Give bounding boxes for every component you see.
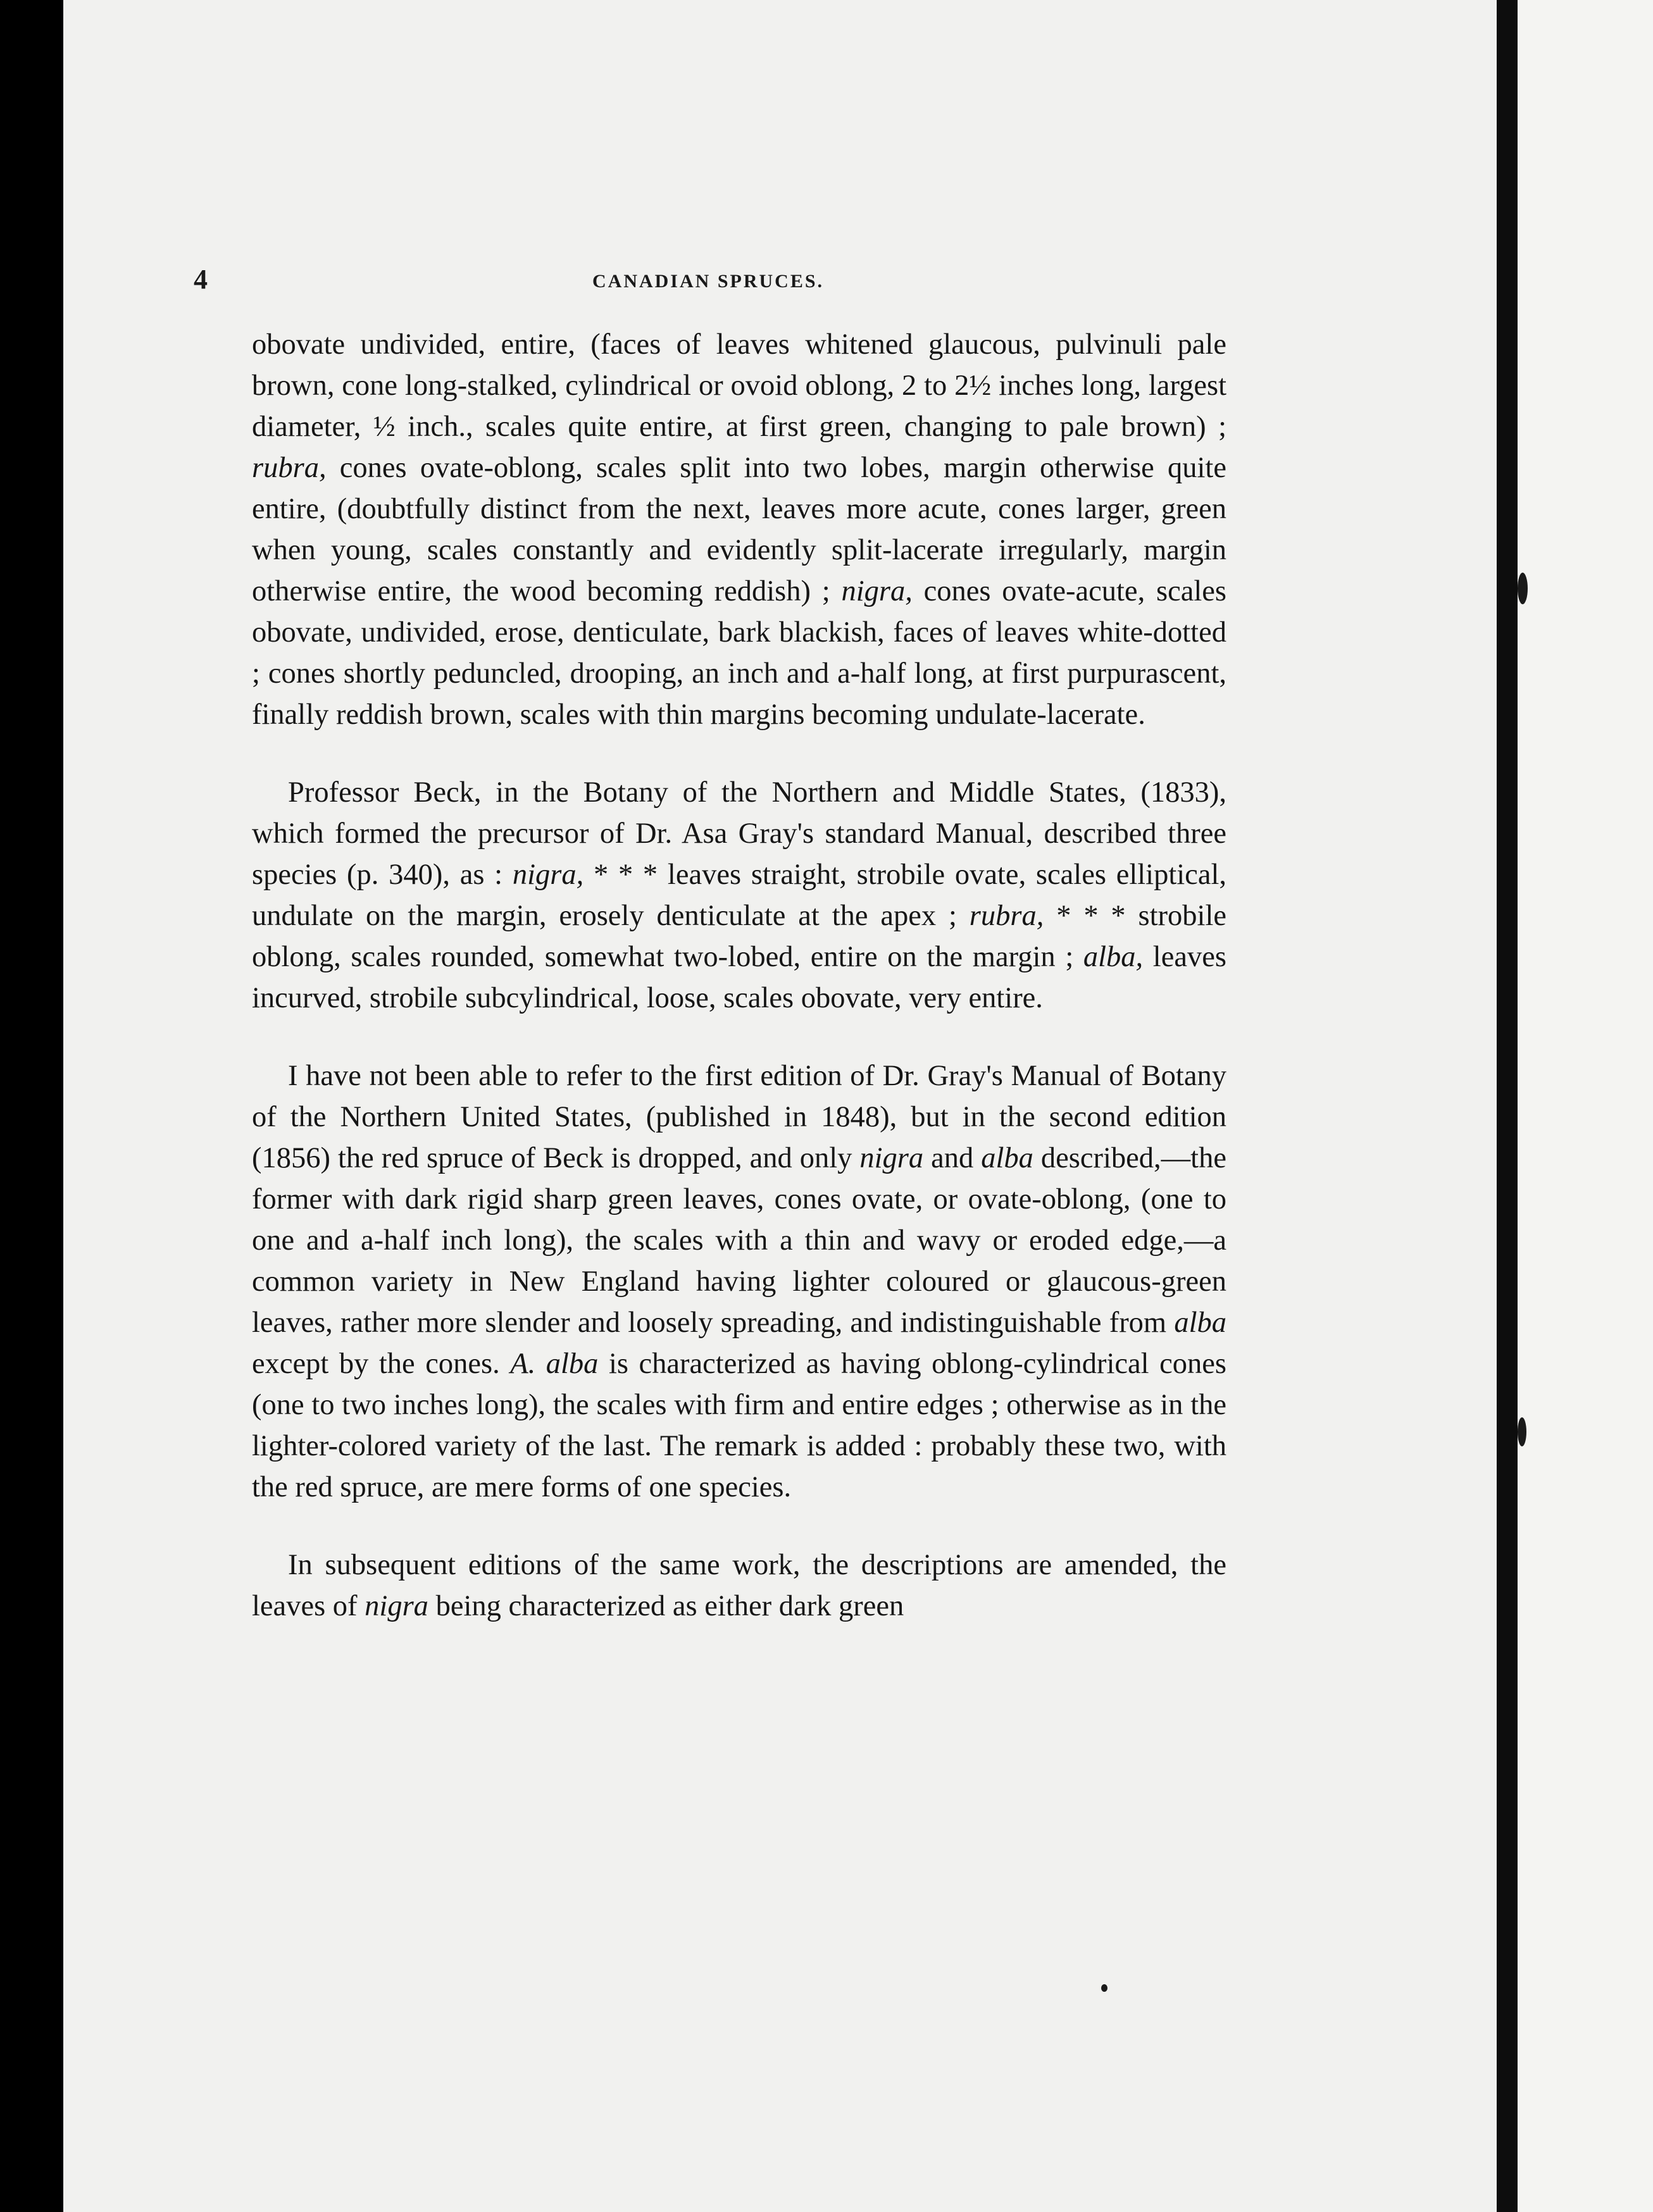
- running-head: CANADIAN SPRUCES.: [592, 271, 825, 292]
- text-run: cones ovate-acute, scales obovate, undivided, erose, denticulate, bark blackish, faces of leaves white-dotted ; cones shortly peduncled, drooping, an inch and a-half long, at first purpurascent, finally reddish brown, scales with thin margins becoming undulate-lacerate.: [252, 575, 1226, 731]
- text-run: * * * leaves straight, strobile ovate, scales elliptical, undulate on the margin, erosely denticulate at the apex ;: [252, 859, 1226, 932]
- text-run: * * * strobile oblong, scales rounded, somewhat two-lobed, entire on the margin ;: [252, 900, 1226, 973]
- italic-term: nigra: [365, 1590, 428, 1622]
- italic-term: nigra,: [512, 859, 584, 891]
- italic-term: alba: [1174, 1307, 1226, 1339]
- page-gutter: [1497, 0, 1518, 2212]
- italic-term: rubra,: [969, 900, 1044, 932]
- text-run: In subsequent editions of the same work, the descriptions are amended, the leaves of: [252, 1549, 1226, 1622]
- text-run: I have not been able to refer to the first edition of Dr. Gray's Manual of Botany of the Northern United States, (published in 1848), but in the second edition (1856) the red spruce of Beck is dropped, and only: [252, 1060, 1226, 1174]
- italic-term: A. alba: [510, 1348, 599, 1380]
- ink-speck: [1518, 1417, 1526, 1446]
- italic-term: rubra,: [252, 452, 327, 484]
- text-run: is characterized as having oblong-cylindrical cones (one to two inches long), the scales with firm and entire edges ; otherwise as in the lighter-colored variety of the last. The remark is added : probably these two, with the red spruce, are mere forms of one species.: [252, 1348, 1226, 1503]
- ink-speck: [1518, 573, 1528, 604]
- page-header: [194, 263, 1223, 301]
- italic-term: alba: [981, 1142, 1033, 1174]
- text-run: described,—the former with dark rigid sharp green leaves, cones ovate, or ovate-oblong, (one to one and a-half inch long), the scales with a thin and wavy or eroded edge,—a common variety in New England having lighter coloured or glaucous-green leaves, rather more slender and loosely spreading, and indistinguishable from: [252, 1142, 1226, 1339]
- paragraph: [252, 1544, 1226, 1627]
- text-run: Professor Beck, in the Botany of the Northern and Middle States, (1833), which formed the precursor of Dr. Asa Gray's standard Manual, described three species (p. 340), as :: [252, 776, 1226, 891]
- paragraph: [252, 324, 1226, 735]
- italic-term: nigra,: [841, 575, 913, 607]
- adjacent-page-edge: [1518, 0, 1653, 2212]
- body-text: [252, 324, 1226, 1663]
- page-number: 4: [194, 264, 208, 295]
- text-run: leaves incurved, strobile subcylindrical, loose, scales obovate, very entire.: [252, 941, 1226, 1014]
- text-run: cones ovate-oblong, scales split into two lobes, margin otherwise quite entire, (doubtfully distinct from the next, leaves more acute, cones larger, green when young, scales constantly and evidently split-lacerate irregularly, margin otherwise entire, the wood becoming reddish) ;: [252, 452, 1226, 607]
- text-run: being characterized as either dark green: [428, 1590, 904, 1622]
- italic-term: alba,: [1083, 941, 1144, 973]
- text-run: except by the cones.: [252, 1348, 511, 1380]
- text-run: and: [923, 1142, 982, 1174]
- ink-speck: [1101, 1984, 1107, 1992]
- italic-term: nigra: [859, 1142, 924, 1174]
- text-run: obovate undivided, entire, (faces of leaves whitened glaucous, pulvinuli pale brown, cone long-stalked, cylindrical or ovoid oblong, 2 to 2½ inches long, largest diameter, ½ inch., scales quite entire, at first green, changing to pale brown) ;: [252, 328, 1226, 443]
- paragraph: [252, 772, 1226, 1019]
- paragraph: [252, 1055, 1226, 1508]
